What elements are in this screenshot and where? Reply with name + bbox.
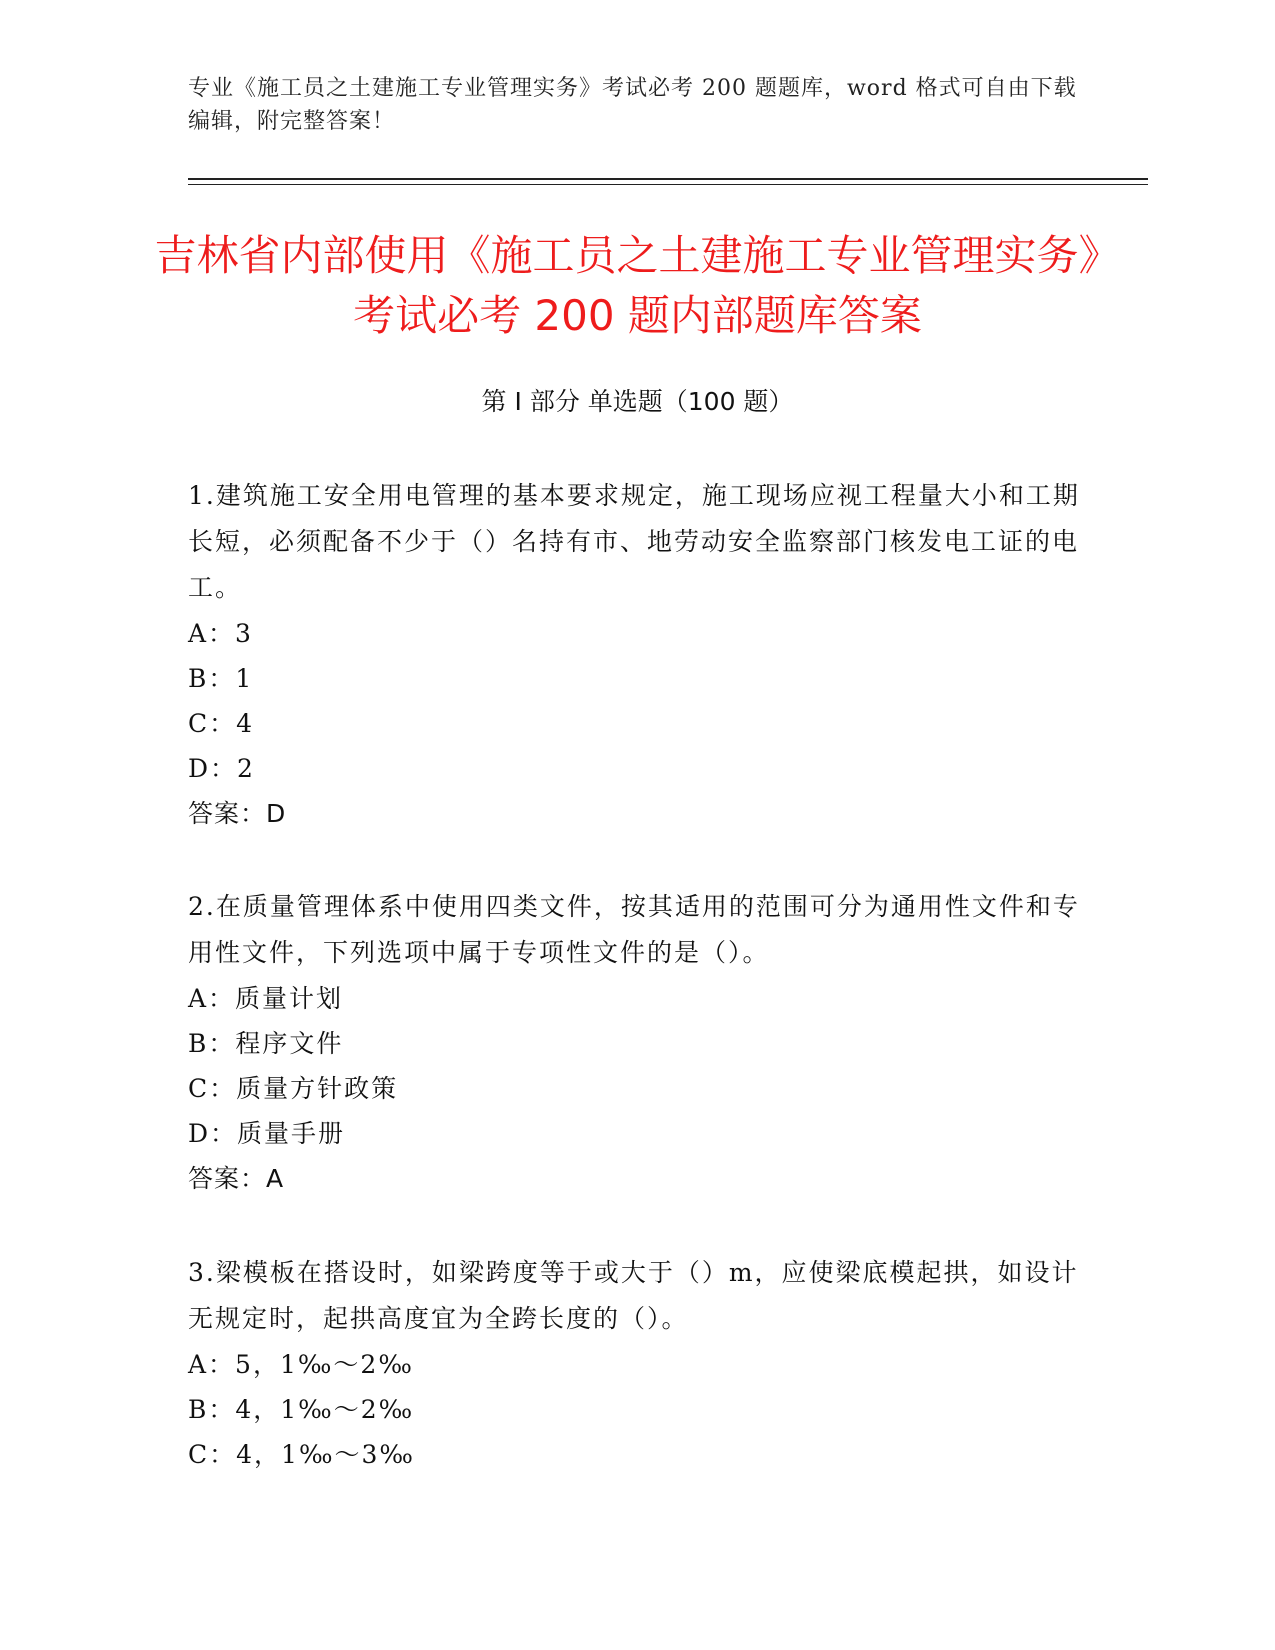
answer: 答案：A	[188, 1164, 285, 1193]
question-3	[188, 1250, 1088, 1477]
option-a: A：3	[188, 619, 253, 648]
question-stem: 3.梁模板在搭设时，如梁跨度等于或大于（）m，应使梁底模起拱，如设计无规定时，起拱高度宜为全跨长度的（）。	[188, 1258, 1079, 1333]
option-d: D：2	[188, 754, 255, 783]
question-stem: 1.建筑施工安全用电管理的基本要求规定，施工现场应视工程量大小和工期长短，必须配备不少于（）名持有市、地劳动安全监察部门核发电工证的电工。	[188, 481, 1080, 602]
option-b: B：程序文件	[188, 1029, 344, 1058]
section-heading: 第 I 部分 单选题（100 题）	[481, 387, 794, 416]
option-a: A：5，1‰～2‰	[188, 1350, 414, 1379]
option-c: C：4，1‰～3‰	[188, 1440, 415, 1469]
header-divider-thick	[188, 178, 1148, 180]
option-b: B：4，1‰～2‰	[188, 1395, 415, 1424]
option-b: B：1	[188, 664, 254, 693]
header-divider-thin	[188, 184, 1148, 185]
question-2	[188, 884, 1088, 1202]
option-d: D：质量手册	[188, 1119, 346, 1148]
option-c: C：4	[188, 709, 255, 738]
question-1	[188, 473, 1088, 837]
question-stem: 2.在质量管理体系中使用四类文件，按其适用的范围可分为通用性文件和专用性文件，下列选项中属于专项性文件的是（）。	[188, 892, 1080, 967]
answer: 答案：D	[188, 799, 287, 828]
document-title: 吉林省内部使用《施工员之土建施工专业管理实务》考试必考 200 题内部题库答案	[154, 231, 1121, 340]
option-c: C：质量方针政策	[188, 1074, 399, 1103]
header-note: 专业《施工员之土建施工专业管理实务》考试必考 200 题题库，word 格式可自由下载编辑，附完整答案！	[188, 76, 1077, 134]
option-a: A：质量计划	[188, 984, 344, 1013]
